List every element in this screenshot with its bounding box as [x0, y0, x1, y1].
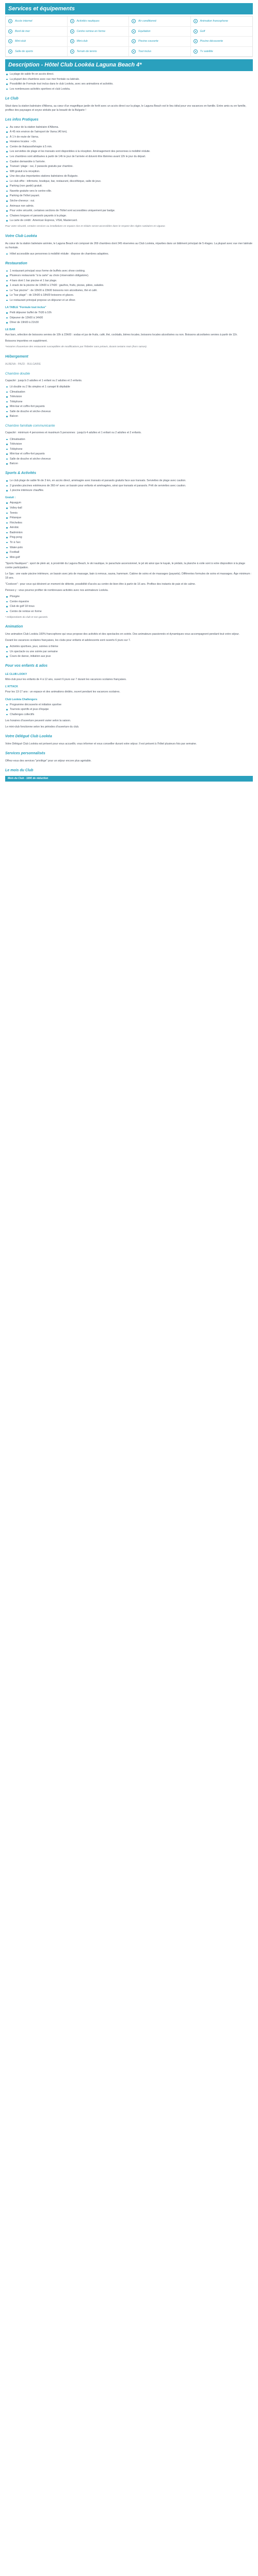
list-item: Pour votre sécurité, certaines sections de l'hôtel sont accessibles uniquement par badge. [5, 209, 253, 213]
hebergement-subtitle: ALBENA - PAZD - BULGARIE [5, 362, 41, 366]
list-item: Volley-ball [5, 506, 253, 510]
child-icon [8, 39, 12, 43]
list-item: Le club offre : infirmerie, boutique, bar, restaurant, discothèque, salle de jeux. [5, 179, 253, 183]
list-item: Les serviettes de plage et les transats sont disponibles à la réception. Aménagement des personnes à mobilité réduite. [5, 149, 253, 154]
list-item: Cours de danse, initiation aux jeux [5, 654, 253, 658]
list-item: Télévision [5, 442, 253, 446]
list-item: Parking (non gardé) gratuit. [5, 184, 253, 188]
service-item [191, 47, 253, 57]
pensez-text: Pensez-y : vous pourrez profiter de nombreuses activités avec nos animateurs Lookéa. [5, 589, 109, 592]
list-item: Club de golf 18 trous [5, 604, 253, 608]
list-item: La carte de crédit : American Express, VISA, Mastercard. [5, 218, 253, 223]
all-inclusive-icon [132, 49, 136, 54]
gratuit-bullets [5, 501, 253, 559]
standard-room-title: Chambre double [5, 371, 30, 376]
list-item: Salle de douche et sèche-cheveux [5, 410, 253, 414]
club-text: Situé dans la station balnéaire d'Albena, au cœur d'un magnifique jardin de forêt avec un accès direct sur la plage, le Laguna Beach est le lieu idéal pour vos vacances en famille. Entre amis ou en famille, profitez des paysages et soyez séduits par la beauté de la Bulgarie ! [5, 104, 247, 112]
list-item: Badminton [5, 531, 253, 535]
service-label: Tout inclus [138, 49, 152, 53]
list-item: Navette gratuite vers le centre-ville. [5, 189, 253, 193]
list-item: Aérobic [5, 526, 253, 530]
services-title: Services et équipements [8, 6, 75, 12]
list-item: Le restaurant principal propose un déjeuner et un dîner. [5, 298, 253, 302]
snowflake-icon [132, 19, 136, 23]
paid-services-text: Offrez-vous des services "privilège" pour un séjour encore plus agréable. [5, 759, 92, 762]
list-item: Le "bar piscine" : de 10h00 à 23h00 boissons non alcoolisées, thé et café. [5, 289, 253, 293]
list-item: Un spectacle ou une soirée par semaine [5, 650, 253, 654]
child-icon [70, 39, 74, 43]
list-item: Pétanque [5, 516, 253, 520]
list-item: Mini-golf [5, 555, 253, 560]
kids-note: Les horaires d'ouverture peuvent varier selon la saison. [5, 719, 71, 722]
list-item: Télévision [5, 395, 253, 399]
boat-icon [70, 19, 74, 23]
service-label: Centre remise en forme [76, 29, 106, 33]
kids-text-2: Pour les 13-17 ans : un espace et des animations dédiés, ouvert pendant les vacances scolaires. [5, 690, 120, 694]
intro-bullets [5, 72, 253, 91]
description-banner [5, 59, 253, 71]
pool-icon [132, 39, 136, 43]
extra-bullets [5, 595, 253, 614]
service-label: Piscine découverte [200, 40, 223, 43]
list-item: Wifi gratuit à la réception. [5, 170, 253, 174]
list-item: Mini-bar et coffre-fort payants [5, 404, 253, 409]
tout-inclus-title: LA TABLE "Formule tout inclus" [5, 306, 46, 310]
paid-services-title: Services personnalisés [5, 751, 45, 755]
list-item: Animaux non admis. [5, 204, 253, 208]
list-item: Tournois sportifs et jeux d'équipe [5, 707, 253, 711]
list-item: Possibilité de Formule tout inclus dans le club Lookéa, avec ses animations et activités. [5, 82, 253, 86]
page [0, 0, 258, 792]
list-item: Challenges collectifs [5, 713, 253, 717]
service-label: Accès internet [15, 20, 33, 23]
animation-title: Animation [5, 625, 23, 629]
list-item: Lit double ou 2 lits simples et 1 canapé lit dépliable [5, 385, 253, 389]
service-item [6, 27, 68, 37]
tv-icon [194, 49, 198, 54]
service-label: Tv satellite [200, 49, 213, 53]
list-item: Aquagym [5, 501, 253, 505]
club-lookea-text: Au cœur de la station balnéaire animée, le Laguna Beach est composé de 269 chambres dont 245 réservées au Club Lookéa, réparties dans un bâtiment principal de 5 étages. La plupart avec vue mer latérale ou frontale. [5, 242, 252, 249]
service-item [68, 27, 130, 37]
club-title: Le Club [5, 96, 19, 100]
service-item [68, 47, 130, 57]
list-item: Climatisation [5, 437, 253, 442]
club-month-text: Mois du Club - 100€ de réduction [8, 776, 49, 780]
list-item: 1 piscine intérieure chauffée. [5, 488, 253, 493]
wave-icon [8, 29, 12, 33]
standard-room-bullets [5, 385, 253, 418]
list-item: Caution demandée à l'arrivée. [5, 160, 253, 164]
club-month-banner [5, 776, 253, 782]
food-bullets [5, 269, 253, 302]
service-item [68, 16, 130, 27]
animation-bullets [5, 645, 253, 658]
list-item: Tennis [5, 511, 253, 515]
list-item: Téléphone [5, 400, 253, 404]
kids-text-1: Mini-club pour les enfants de 4 à 12 ans, ouvert 6 jours sur 7 durant les vacances scolaires françaises. [5, 678, 127, 682]
list-item: Activités sportives, jeux, soirées à thème [5, 645, 253, 649]
description-title: Description - Hôtel Club Lookéa Laguna Beach 4* [8, 62, 142, 68]
list-item: Centre équestre [5, 600, 253, 604]
list-item: Salle de douche et sèche-cheveux [5, 457, 253, 461]
tout-inclus-bullets [5, 311, 253, 325]
list-item: 2 grandes piscines extérieures de 360 m² avec un bassin pour enfants et aménagées, ainsi que transats et parasols. Prêt de serviettes avec caution. [5, 484, 253, 488]
list-item: Dîner de 19h00 à 21h30 [5, 320, 253, 325]
list-item: Centre de thalassothérapie à 5 min. [5, 145, 253, 149]
service-item [68, 37, 130, 47]
list-item: 1 restaurant principal sous forme de buffets avec show cooking. [5, 269, 253, 273]
list-item: Les chambres sont attribuées à partir de 14h le jour de l'arrivée et doivent être libérées avant 12h le jour du départ. [5, 155, 253, 159]
list-item: Hôtel accessible aux personnes à mobilité réduite : dispose de chambres adaptées. [5, 252, 253, 256]
list-item: Balcon [5, 414, 253, 418]
bar-title: LE BAR [5, 328, 15, 332]
food-title: Restauration [5, 261, 27, 265]
family-room-text: Capacité : minimum 4 personnes et maximum 5 personnes : jusqu'à 4 adultes et 1 enfant ou 2 adultes et 2 enfants. [5, 431, 142, 435]
service-label: Equitation [138, 29, 151, 33]
delegate-title: Votre Délégué Club Lookéa [5, 734, 52, 738]
service-item [129, 47, 191, 57]
list-item: Plongée [5, 595, 253, 599]
service-label: Bord de mer [15, 29, 30, 33]
pool-icon [194, 39, 198, 43]
services-banner [5, 3, 253, 14]
list-item: Les nombreuses activités sportives et club Lookéa. [5, 87, 253, 91]
kids-note-2: Le mini-club fonctionne selon les périodes d'ouverture du club. [5, 725, 79, 728]
service-label: Activités nautiques [76, 20, 100, 23]
nautiques-text: "Sports Nautiques" : sport de plein air, à proximité du Laguna Beach, le ski nautique, le parachute ascensionnel, le jet ski ainsi que le kayak, le pédalo, la planche à voile sont à votre disposition à la plage contre participation. [5, 562, 246, 569]
list-item: La plupart des chambres avec vue mer frontale ou latérale. [5, 77, 253, 81]
club-lookea-bullets [5, 252, 253, 256]
tennis-icon [70, 49, 74, 54]
list-item: Le "bar plage" : de 10h00 à 18h00 boissons et glaces. [5, 293, 253, 297]
standard-room-text: Capacité : jusqu'à 3 adultes et 1 enfant ou 2 adultes et 2 enfants. [5, 379, 83, 382]
service-label: Air conditionné [138, 20, 157, 23]
family-room-bullets [5, 437, 253, 466]
club-lookea-title: Votre Club Lookéa [5, 234, 37, 238]
list-item: Le club plage de sable fin de 3 km, en accès direct, aménagée avec transats et parasols gratuits face aux transats. Serviettes de plage avec caution. [5, 479, 253, 483]
bar-small-note: *Horaires d'ouverture des restaurants susceptibles de modifications par l'hôtelier sans préavis, durant certains mois (hors saison). [5, 346, 148, 349]
service-item [129, 37, 191, 47]
list-item: Transat / plage : oui, 2 parasols gratuits par chambre. [5, 164, 253, 168]
club-month-title: Le mois du Club [5, 768, 34, 772]
kids-bullets [5, 703, 253, 717]
family-room-title: Chambre familiale communicante [5, 424, 55, 428]
service-label: Golf [200, 29, 205, 33]
service-item [191, 16, 253, 27]
list-item: À 45 min environ de l'aéroport de Varna (40 km). [5, 130, 253, 134]
list-item: Mini-bar et coffre-fort payants [5, 452, 253, 456]
service-item [6, 16, 68, 27]
list-item: Sèche-cheveux : oui. [5, 199, 253, 203]
sports-title: Sports & Activités [5, 471, 37, 476]
wifi-icon [8, 19, 12, 23]
kids-sub-1: LE CLUB LOOKY [5, 673, 27, 676]
hebergement-title: Hébergement [5, 354, 28, 359]
service-label: Terrain de tennis [76, 49, 97, 53]
list-item: Horaires locales : +1h. [5, 140, 253, 144]
list-item: Plusieurs restaurants "à la carte" au choix (réservation obligatoire). [5, 274, 253, 278]
sport-icon [8, 49, 12, 54]
extra-note: * Indépendants du club et non garantis. [5, 616, 49, 619]
list-item: Balcon [5, 462, 253, 466]
list-item: Une des plus importantes stations balnéaires de Bulgarie. [5, 174, 253, 178]
kids-title: Pour vos enfants & ados [5, 664, 48, 668]
service-item [191, 37, 253, 47]
list-item: Déjeuner de 12h00 à 14h00 [5, 316, 253, 320]
list-item: Fléchettes [5, 521, 253, 525]
list-item: 1 snack de la piscine de 10h00 à 17h00 : gaufres, fruits, pizzas, pâtes, salades. [5, 283, 253, 287]
services-grid [5, 16, 253, 57]
service-label: Animation francophone [200, 20, 228, 23]
golf-icon [194, 29, 198, 33]
list-item: Water-polo [5, 546, 253, 550]
infos-bullets [5, 125, 253, 223]
dumbbell-icon [70, 29, 74, 33]
bar-text: Aux bars, sélection de boissons servies de 10h à 23h00 : sodas et jus de fruits, café, thé, cocktails, bières locales, boissons locales alcoolisées ou non. Boissons alcoolisées servies à partir de 11h. [5, 333, 238, 337]
service-item [191, 27, 253, 37]
list-item: Centre de remise en forme [5, 609, 253, 614]
infos-title: Les infos Pratiques [5, 117, 39, 122]
service-item [129, 27, 191, 37]
people-icon [194, 19, 198, 23]
cookoon-text: "Cookoon" : pour ceux qui désirent un moment de détente, possibilité d'accès au centre de bien-être à partir de 16 ans. Profitez des instants de paix et de calme. [5, 582, 196, 586]
gratuit-title: Gratuit : [5, 496, 16, 500]
list-item: Au cœur de la station balnéaire d'Albena. [5, 125, 253, 129]
infos-note: Pour votre sécurité, certains services ou installations en espace clos et réduits seront accessibles dans le respect des règles sanitaires en vigueur. [5, 225, 166, 228]
service-item [129, 16, 191, 27]
delegate-text: Votre Délégué Club Lookéa est présent pour vous accueillir, vous informer et vous conseiller durant votre séjour. Il est présent à l'hôtel plusieurs fois par semaine. [5, 742, 197, 745]
service-item [6, 37, 68, 47]
list-item: Chaises longues et parasols payants à la plage. [5, 214, 253, 218]
list-item: Tir à l'arc [5, 540, 253, 545]
list-item: Téléphone [5, 447, 253, 451]
kids-sub-2: L'ATTACK [5, 685, 18, 689]
list-item: 4 bars dont 1 bar piscine et 1 bar plage. [5, 279, 253, 283]
list-item: La plage de sable fin en accès direct. [5, 72, 253, 76]
kids-sub-3: Club Lookéa Challengers [5, 698, 38, 701]
spa-text: Le Spa : une vaste piscine intérieure, un bassin avec jets de massage, bain à remous, sauna, hammam. Cabine de soins et de massages (payants). Différentes formules de soins et massages. Âge minimum : 18 ans. [5, 572, 252, 580]
list-item: Ping-pong [5, 535, 253, 539]
service-label: Mini-club [76, 40, 88, 43]
list-item: Programme découverte et initiation sportive [5, 703, 253, 707]
service-item [6, 47, 68, 57]
service-label: Mini-club [15, 40, 26, 43]
service-label: Piscine couverte [138, 40, 158, 43]
list-item: À 1 h de route de Varna. [5, 135, 253, 139]
list-item: Parking de l'hôtel payant. [5, 194, 253, 198]
animation-text-2: Durant les vacances scolaires françaises, les clubs pour enfants et adolescents sont ouverts 6 jours sur 7. [5, 639, 131, 642]
list-item: Petit déjeuner buffet de 7h30 à 10h [5, 311, 253, 315]
list-item: Climatisation [5, 390, 253, 394]
animation-text: Une animation Club Lookéa 100% francophone qui vous propose des activités et des spectacles en soirée. Des animateurs passionnés et dynamiques vous accompagnent pendant tout votre séjour. [5, 633, 240, 636]
horse-icon [132, 29, 136, 33]
sports-bullets [5, 479, 253, 493]
service-label: Salle de sports [15, 49, 34, 53]
bar-note: Boissons importées en supplément. [5, 340, 48, 343]
list-item: Football [5, 550, 253, 554]
